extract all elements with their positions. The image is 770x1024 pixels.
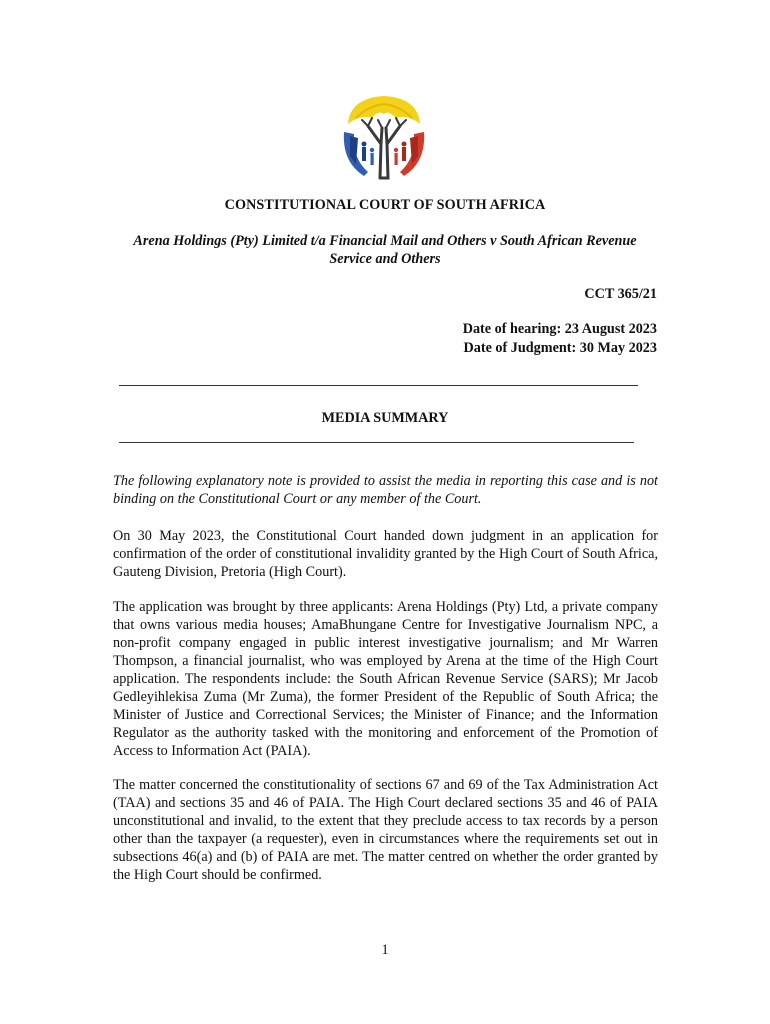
case-name: Arena Holdings (Pty) Limited t/a Financial Mail and Others v South African Revenue Service and Others	[133, 233, 637, 267]
date-of-hearing: Date of hearing: 23 August 2023	[462, 321, 657, 337]
paragraph-judgment: On 30 May 2023, the Constitutional Court handed down judgment in an application for confirmation of the order of constitutional invalidity granted by the High Court of South Africa, Gauteng Division, Pretoria (High Court).	[113, 528, 658, 580]
divider-top	[119, 385, 638, 386]
dates-block	[463, 320, 657, 358]
page-number: 1	[381, 942, 389, 958]
divider-bottom	[119, 442, 634, 443]
case-number: CCT 365/21	[584, 286, 657, 302]
media-summary-title: MEDIA SUMMARY	[321, 410, 449, 426]
paragraph-matter: The matter concerned the constitutionality of sections 67 and 69 of the Tax Administration Act (TAA) and sections 35 and 46 of PAIA. The High Court declared sections 35 and 46 of PAIA unconstitutional and invalid, to the extent that they preclude access to tax records by a person other than the taxpayer (a requester), even in circumstances where the requirements set out in subsections 46(a) and (b) of PAIA are met. The matter centred on whether the order granted by the High Court should be confirmed.	[113, 777, 658, 883]
court-title: CONSTITUTIONAL COURT OF SOUTH AFRICA	[224, 197, 546, 213]
constitutional-court-tree-logo-icon	[338, 92, 430, 180]
date-of-judgment: Date of Judgment: 30 May 2023	[463, 340, 657, 356]
explanatory-note: The following explanatory note is provided to assist the media in reporting this case and is not binding on the Constitutional Court or any member of the Court.	[113, 473, 658, 507]
paragraph-parties: The application was brought by three applicants: Arena Holdings (Pty) Ltd, a private company that owns various media houses; AmaBhungane Centre for Investigative Journalism NPC, a non-profit company engaged in public interest investigative journalism; and Mr Warren Thompson, a financial journalist, who was employed by Arena at the time of the High Court application. The respondents include: the South African Revenue Service (SARS); Mr Jacob Gedleyihlekisa Zuma (Mr Zuma), the former President of the Republic of South Africa; the Minister of Justice and Correctional Services; the Minister of Finance; and the Information Regulator as the authority tasked with the monitoring and enforcement of the Promotion of Access to Information Act (PAIA).	[113, 599, 658, 759]
